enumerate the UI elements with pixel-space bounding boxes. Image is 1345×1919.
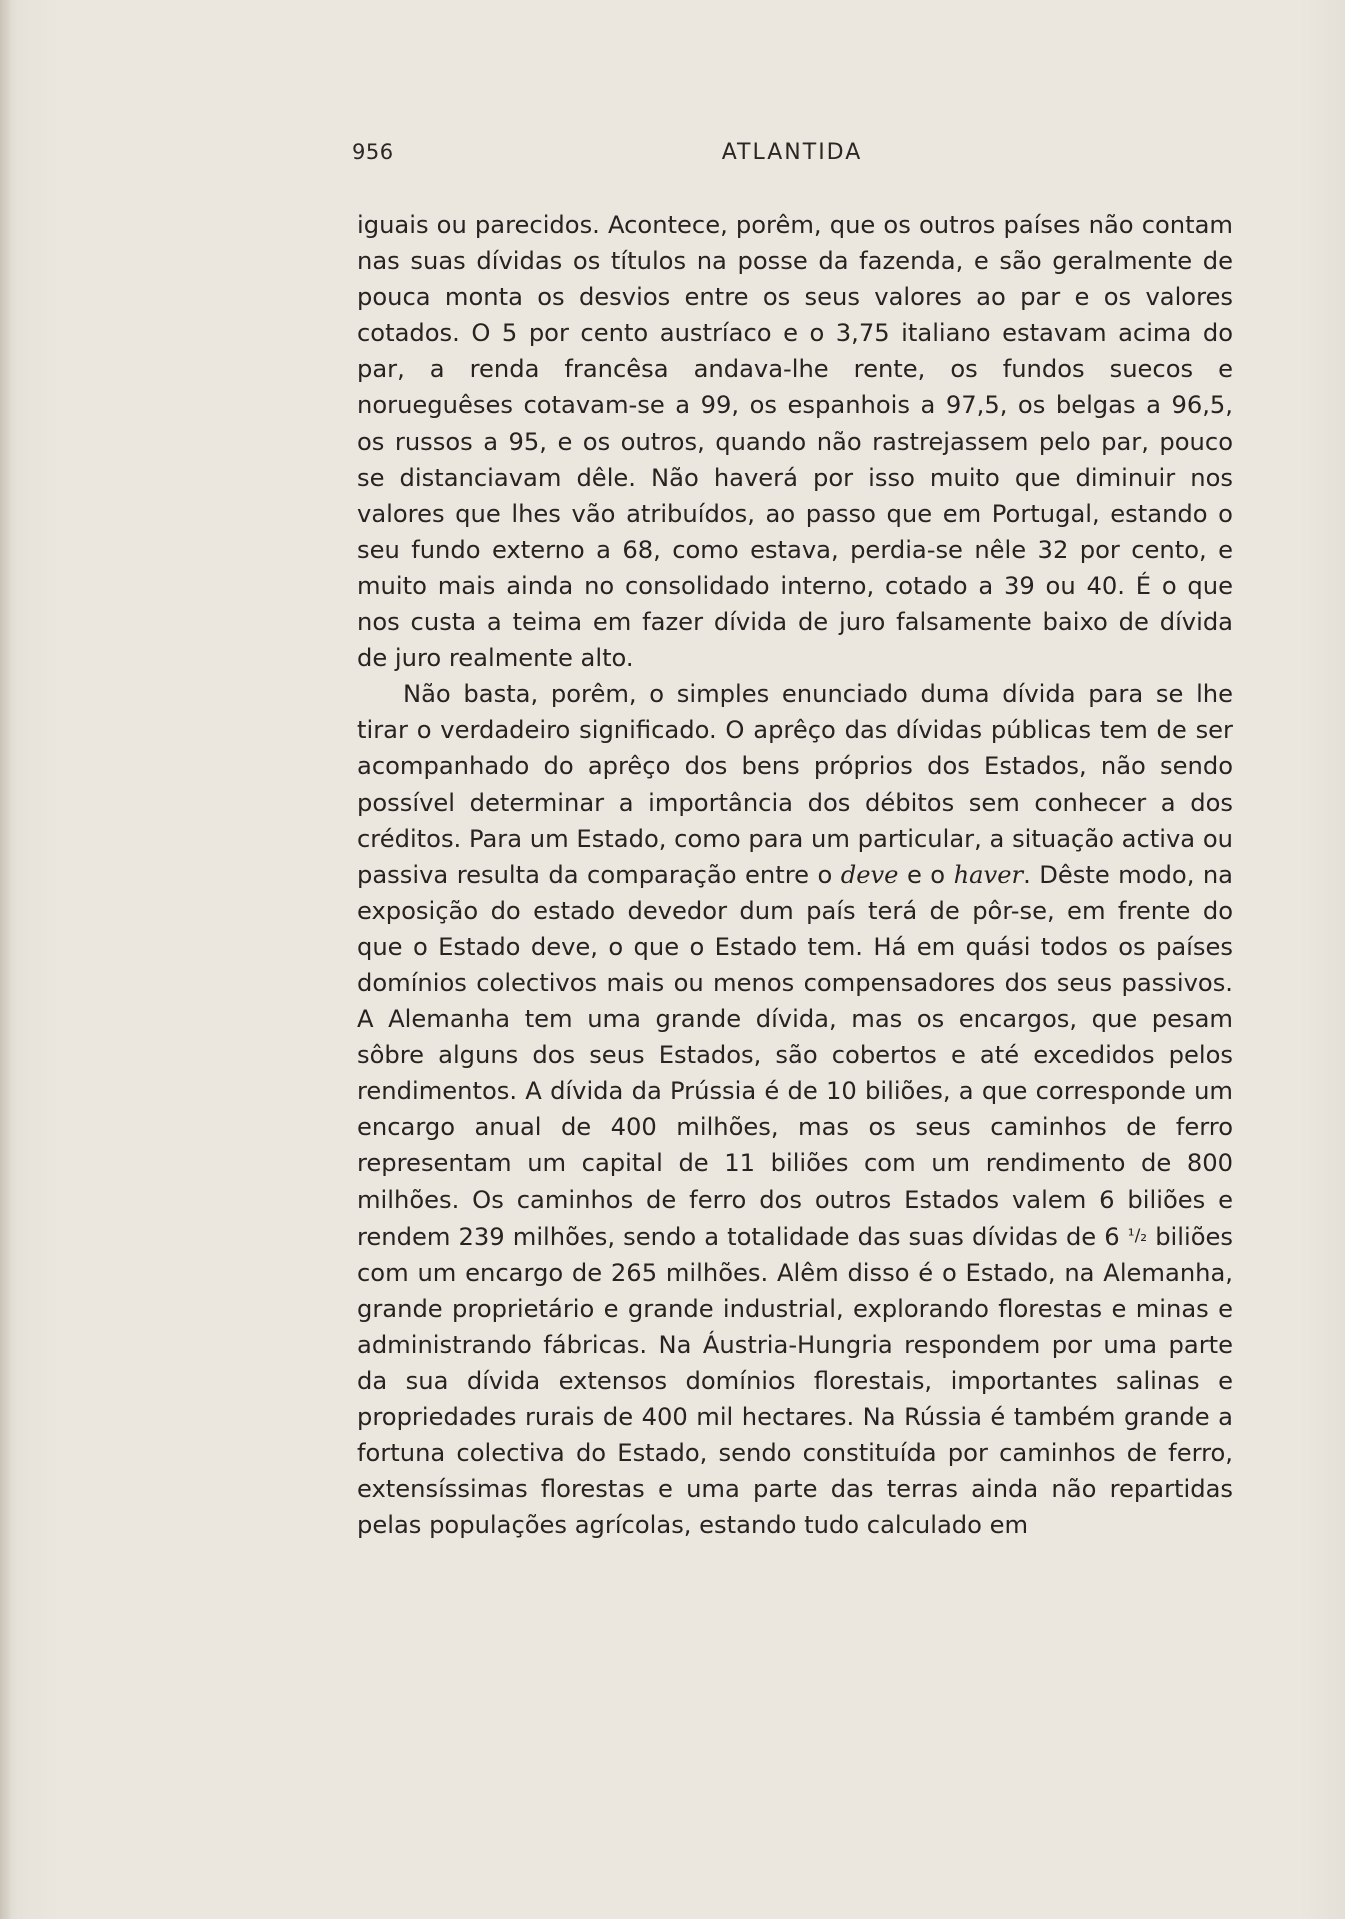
paragraph-2-part-c: biliões com um encargo de 265 milhões. Alêm disso é o Estado, na Alemanha, grande proprietário e grande industrial, explorando florestas e minas e administrando fábricas. Na Áustria-Hungria respondem por uma parte da sua dívida extensos domínios florestais, importantes salinas e propriedades rurais de 400 mil hectares. Na Rússia é também grande a fortuna colectiva do Estado, sendo constituída por caminhos de ferro, extensíssimas florestas e uma parte das terras ainda não repartidas pelas populações agrícolas, estando tudo calculado em	[357, 1222, 1233, 1540]
paragraph-1: iguais ou parecidos. Acontece, porêm, que os outros países não contam nas suas dívidas os títulos na posse da fazenda, e são geralmente de pouca monta os desvios entre os seus valores ao par e os valores cotados. O 5 por cento austríaco e o 3,75 italiano estavam acima do par, a renda francêsa andava-lhe rente, os fundos suecos e norueguêses cotavam-se a 99, os espanhois a 97,5, os belgas a 96,5, os russos a 95, e os outros, quando não rastrejassem pelo par, pouco se distanciavam dêle. Não haverá por isso muito que diminuir nos valores que lhes vão atribuídos, ao passo que em Portugal, estando o seu fundo externo a 68, como estava, perdia-se nêle 32 por cento, e muito mais ainda no consolidado interno, cotado a 39 ou 40. É o que nos custa a teima em fazer dívida de juro falsamente baixo de dívida de juro realmente alto.	[357, 211, 1233, 673]
paragraph-2-part-a: Não basta, porêm, o simples enunciado duma dívida para se lhe tirar o verdadeiro significado. O aprêço das dívidas públicas tem de ser acompanhado do aprêço dos bens próprios dos Estados, não sendo possível determinar a importância dos débitos sem conhecer a dos créditos. Para um Estado, como para um particular, a situação activa ou passiva resulta da comparação entre o	[357, 680, 1233, 889]
running-title: ATLANTIDA	[721, 140, 863, 165]
term-haver: haver	[953, 860, 1024, 889]
paragraph-2-conjunction: e o	[898, 860, 954, 889]
paragraph-2-part-b: . Dêste modo, na exposição do estado devedor dum país terá de pôr-se, em frente do que o Estado deve, o que o Estado tem. Há em quási todos os países domínios colectivos mais ou menos compensadores dos seus passivos. A Alemanha tem uma grande dívida, mas os encargos, que pesam sôbre alguns dos seus Estados, são cobertos e até excedidos pelos rendimentos. A dívida da Prússia é de 10 biliões, a que corresponde um encargo anual de 400 milhões, mas os seus caminhos de ferro representam um capital de 11 biliões com um rendimento de 800 milhões. Os caminhos de ferro dos outros Estados valem 6 biliões e rendem 239 milhões, sendo a totalidade das suas dívidas de 6	[357, 860, 1233, 1251]
body-text	[357, 207, 1233, 1543]
fraction-one-half: ¹/₂	[1127, 1225, 1148, 1246]
page-header	[352, 140, 1232, 176]
term-deve: deve	[840, 860, 899, 889]
paragraph-2	[357, 676, 1233, 1543]
page-number: 956	[352, 140, 394, 164]
page-spine-shadow	[0, 0, 10, 1919]
